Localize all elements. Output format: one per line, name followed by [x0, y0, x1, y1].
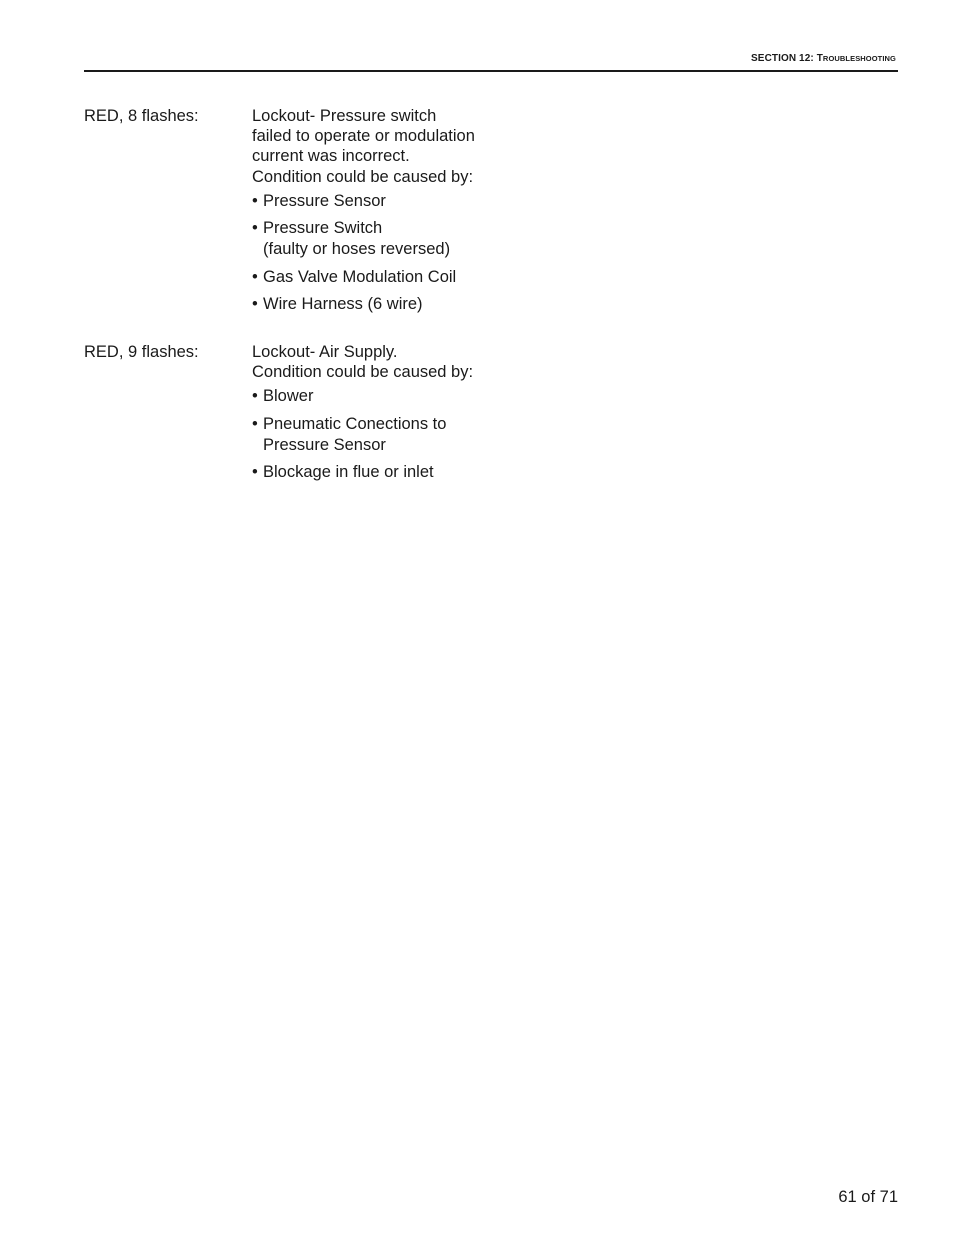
cause-item	[252, 414, 552, 457]
description-line: Lockout- Air Supply.	[252, 343, 398, 361]
cause-item	[252, 462, 552, 483]
cause-text: Blower	[263, 387, 314, 406]
bullet-icon: •	[252, 294, 258, 313]
bullet-icon: •	[252, 219, 258, 238]
bullet-icon: •	[252, 387, 258, 406]
flash-code: RED, 9 flashes:	[84, 343, 199, 361]
description-line: failed to operate or modulation	[252, 127, 475, 146]
description-line: Lockout- Pressure switch	[252, 107, 437, 125]
description-line: current was incorrect.	[252, 147, 410, 166]
cause-text: Pressure Switch	[263, 219, 383, 238]
description-line: Condition could be caused by:	[252, 167, 474, 186]
cause-item	[252, 294, 552, 315]
cause-text: Gas Valve Modulation Coil	[263, 267, 457, 286]
cause-text: Pressure Sensor	[263, 191, 386, 210]
cause-item	[252, 191, 552, 212]
cause-item	[252, 267, 552, 288]
page-number: 61 of 71	[838, 1188, 898, 1206]
cause-text-continued: Pressure Sensor	[263, 436, 386, 455]
flash-description	[252, 106, 552, 321]
bullet-icon: •	[252, 414, 258, 433]
cause-text: Pneumatic Conections to	[263, 414, 447, 433]
flash-code: RED, 8 flashes:	[84, 107, 199, 125]
flash-description	[252, 342, 552, 489]
section-title-rest: ROUBLESHOOTING	[822, 54, 896, 63]
cause-text: Wire Harness (6 wire)	[263, 294, 423, 313]
cause-item	[252, 218, 552, 261]
bullet-icon: •	[252, 463, 258, 482]
cause-text: Blockage in flue or inlet	[263, 463, 434, 482]
description-line: Condition could be caused by:	[252, 363, 474, 382]
bullet-icon: •	[252, 267, 258, 286]
cause-text-continued: (faulty or hoses reversed)	[263, 240, 451, 259]
cause-list	[252, 386, 552, 483]
cause-item	[252, 386, 552, 407]
page-header	[84, 52, 898, 72]
section-title-initial: T	[816, 53, 823, 64]
section-heading	[751, 53, 896, 64]
cause-list	[252, 191, 552, 315]
section-label: SECTION 12:	[751, 53, 814, 64]
bullet-icon: •	[252, 191, 258, 210]
